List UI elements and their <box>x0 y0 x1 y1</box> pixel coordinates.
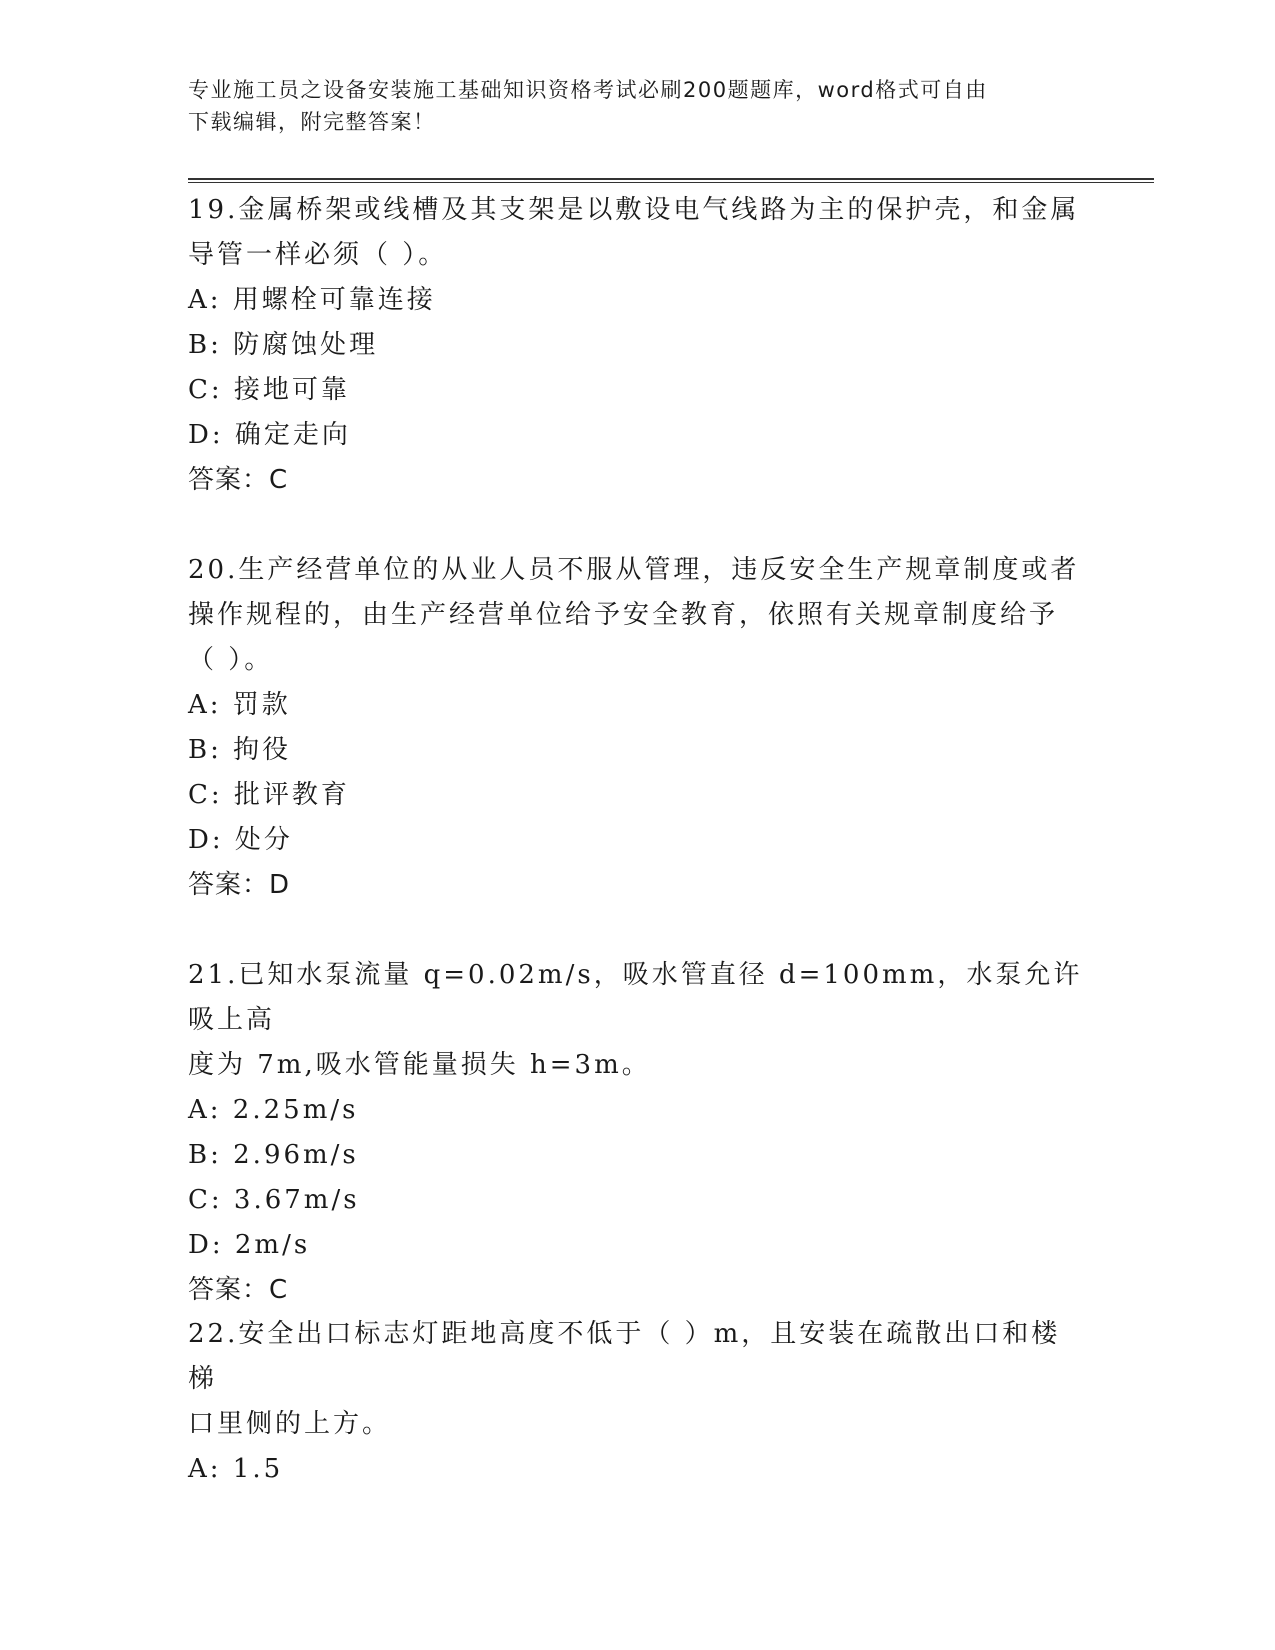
option-a: A: 用螺栓可靠连接 <box>188 285 436 315</box>
answer-text: 答案：D <box>188 870 291 900</box>
option-b: B: 拘役 <box>188 735 292 765</box>
header-divider-top <box>188 178 1154 180</box>
option-b: B: 2.96m/s <box>188 1140 359 1170</box>
header-line-2: 下载编辑，附完整答案！ <box>188 110 436 134</box>
option-c: C: 3.67m/s <box>188 1185 360 1215</box>
question-stem-line: 21.已知水泵流量 q=0.02m/s，吸水管直径 d=100mm，水泵允许吸上高 <box>188 960 1083 1035</box>
header-line-1: 专业施工员之设备安装施工基础知识资格考试必刷200题题库，word格式可自由 <box>188 78 988 102</box>
option-a: A: 罚款 <box>188 690 291 720</box>
question-21 <box>188 953 1088 1313</box>
option-d: D: 确定走向 <box>188 420 351 450</box>
question-stem-line: 20.生产经营单位的从业人员不服从管理，违反安全生产规章制度或者 <box>188 555 1080 585</box>
question-stem-line: 度为 7m,吸水管能量损失 h=3m。 <box>188 1050 651 1080</box>
question-stem-line: 22.安全出口标志灯距地高度不低于（ ）m，且安装在疏散出口和楼梯 <box>188 1319 1061 1394</box>
option-c: C: 接地可靠 <box>188 375 350 405</box>
question-stem-line: 操作规程的，由生产经营单位给予安全教育，依照有关规章制度给予 <box>188 600 1059 630</box>
option-d: D: 处分 <box>188 825 293 855</box>
option-a: A: 2.25m/s <box>188 1095 359 1125</box>
question-20 <box>188 548 1088 908</box>
option-d: D: 2m/s <box>188 1230 311 1260</box>
document-header <box>188 74 1088 138</box>
option-a: A: 1.5 <box>188 1454 284 1484</box>
question-stem-line: 口里侧的上方。 <box>188 1409 392 1439</box>
question-19 <box>188 188 1088 503</box>
option-c: C: 批评教育 <box>188 780 350 810</box>
question-stem-line: 19.金属桥架或线槽及其支架是以敷设电气线路为主的保护壳，和金属 <box>188 195 1080 225</box>
answer-text: 答案：C <box>188 1275 289 1305</box>
question-stem-line: （ ）。 <box>188 645 274 675</box>
question-22 <box>188 1312 1088 1492</box>
question-stem-line: 导管一样必须（ ）。 <box>188 240 448 270</box>
option-b: B: 防腐蚀处理 <box>188 330 379 360</box>
answer-text: 答案：C <box>188 465 289 495</box>
header-divider-bottom <box>188 182 1154 183</box>
